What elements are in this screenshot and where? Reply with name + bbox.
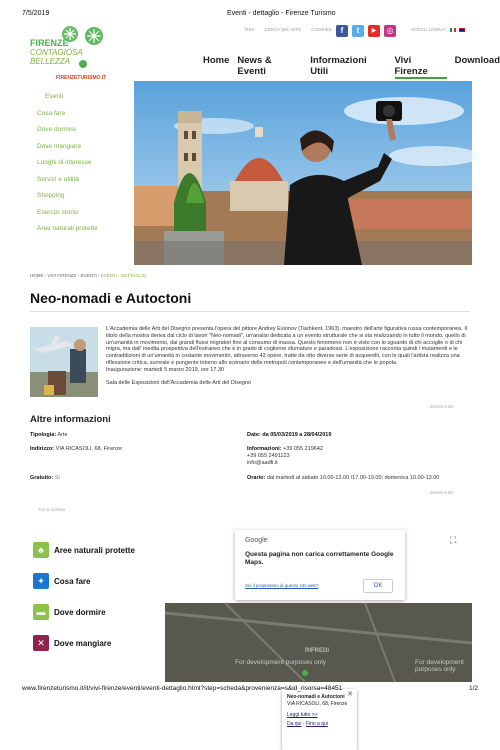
tipologia-label: Tipologia: xyxy=(30,432,57,438)
dev-text-1: For development purposes only xyxy=(235,659,327,666)
infowin-title: Neo-nomadi e Autoctoni xyxy=(287,694,345,700)
informazioni-label: Informazioni: xyxy=(247,446,282,452)
show-all-link[interactable]: Mostra tutto xyxy=(430,404,454,409)
sidebar-item-cosa-fare[interactable]: Cosa fare xyxy=(37,109,66,117)
youtube-icon[interactable]: ▶ xyxy=(368,25,380,37)
infowin-read-more[interactable]: Leggi tutto >> xyxy=(287,712,318,718)
breadcrumb: HOME › VIVI FIRENZE › EVENTI › EVENTI - DETTAGLIO xyxy=(30,273,147,278)
social-links xyxy=(336,25,396,37)
tipologia-value: Arte xyxy=(57,432,68,438)
search-site-link[interactable]: CERCA NEL SITO xyxy=(264,27,302,32)
dev-text-2: For development purposes only xyxy=(415,659,464,673)
date-label: Date: xyxy=(247,432,261,438)
bed-icon: ▬ xyxy=(33,604,49,620)
inauguration-text: Inaugurazione: martedì 5 marzo 2019, ore 17.30 xyxy=(106,366,225,373)
map-info-window xyxy=(282,689,357,750)
ok-button[interactable]: OK xyxy=(363,579,393,593)
link-separator: - xyxy=(302,721,305,727)
maps-error-message: Questa pagina non carica correttamente Google Maps. xyxy=(245,551,394,566)
category-cosa-fare[interactable] xyxy=(33,573,90,589)
hero-image xyxy=(134,81,472,265)
cookies-link[interactable]: COOKIES xyxy=(311,27,332,32)
nav-home[interactable]: Home xyxy=(203,55,230,66)
utility-links xyxy=(245,27,332,32)
facebook-icon[interactable]: f xyxy=(336,25,348,37)
cutlery-icon: ✕ xyxy=(33,635,49,651)
ticket-icon: ✦ xyxy=(33,573,49,589)
info-orario xyxy=(247,475,472,482)
street-label: RIFREDI xyxy=(305,648,329,654)
main-nav xyxy=(203,55,500,79)
info-informazioni xyxy=(247,446,323,467)
fullscreen-icon[interactable]: ⛶ xyxy=(450,535,457,545)
category-label: Aree naturali protette xyxy=(54,545,135,555)
phone-1: +39 055 219642 xyxy=(283,446,323,452)
google-logo: Google xyxy=(245,537,268,544)
painting-thumbnail xyxy=(30,327,98,397)
section-title-altre: Altre informazioni xyxy=(30,414,111,425)
orario-value: dal martedì al sabato 10.00-13.00 /17.00-19.00; domenica 10.00-13.00 xyxy=(266,475,440,481)
breadcrumb-home[interactable]: HOME xyxy=(30,273,44,278)
sidebar-item-aree[interactable]: Aree naturali protette xyxy=(37,225,98,232)
info-gratuito xyxy=(30,475,60,482)
infowin-address: VIA RICASOLI, 68, Firenze xyxy=(287,701,348,707)
logo-site: FIRENZETURISMO.IT xyxy=(56,75,107,81)
logo-line2: CONTAGIOSA BELLEZZA xyxy=(30,48,83,66)
close-icon[interactable]: ✕ xyxy=(347,691,353,698)
sidebar-item-servizi[interactable]: Servizi e utilità xyxy=(37,175,79,183)
sidebar-item-dove-mangiare[interactable]: Dove mangiare xyxy=(37,142,82,150)
english-flag-icon[interactable] xyxy=(459,28,465,32)
map-top-area xyxy=(233,527,472,603)
italian-flag-icon[interactable] xyxy=(450,28,456,32)
print-footer xyxy=(22,685,478,692)
language-label: SCEGLI LINGUA: xyxy=(411,27,447,32)
back-link[interactable]: Torna indietro xyxy=(38,507,66,512)
gratuito-value: Sì xyxy=(54,475,60,481)
nav-vivi-firenze[interactable]: Vivi Firenze xyxy=(395,55,447,79)
logo-line1: FIRENZE xyxy=(30,38,69,48)
breadcrumb-eventi[interactable]: EVENTI xyxy=(80,273,97,278)
footer-page: 1/2 xyxy=(468,685,478,692)
indirizzo-label: Indirizzo: xyxy=(30,446,55,452)
page-title: Neo-nomadi e Autoctoni xyxy=(30,290,192,306)
from-here-link[interactable]: Da qui xyxy=(287,721,302,727)
indirizzo-value: VIA RICASOLI, 68, Firenze xyxy=(55,446,123,452)
footer-url: www.firenzeturismo.it/it/vivi-firenze/eventi/eventi-dettaglio.html?step=scheda&provenienza=s&id_risorsa=48451 xyxy=(22,685,343,692)
sidebar-item-luoghi[interactable]: Luoghi di interesse xyxy=(37,159,92,166)
divider xyxy=(30,311,470,312)
language-selector xyxy=(411,27,465,32)
info-tipologia xyxy=(30,432,68,439)
to-here-link[interactable]: Fino a qui xyxy=(305,721,328,727)
print-date: 7/5/2019 xyxy=(22,10,50,17)
nav-download[interactable]: Download xyxy=(454,55,500,66)
category-label: Cosa fare xyxy=(54,576,91,586)
venue-text: Sala delle Esposizioni dell'Accademia delle Arti del Disegno xyxy=(106,379,252,386)
site-logo[interactable] xyxy=(30,26,120,84)
breadcrumb-vivi[interactable]: VIVI FIRENZE xyxy=(47,273,77,278)
info-date xyxy=(247,432,331,439)
event-thumbnail[interactable] xyxy=(30,327,98,397)
sidebar-item-eventi[interactable]: Eventi xyxy=(45,93,64,100)
instagram-icon[interactable]: ◎ xyxy=(384,25,396,37)
twitter-icon[interactable]: t xyxy=(352,25,364,37)
email-link[interactable]: info@aadfi.it xyxy=(247,460,278,466)
category-label: Dove mangiare xyxy=(54,638,112,648)
description-text: L'Accademia delle Arti del Disegno presenta l'opera del pittore Andrey Esionov (Tashkent, 1963), maestro dell'arte figurativa russa contemporanea. Il titolo della mostra deriva dal ciclo di lavori "Neo-nomadi", un'analisi dedicata a un evento strutturale che si sta realizzando in tutto il mondo, quello di un'umanità in movimento, dai grandi flussi migratori fino al consumo di massa. Questo fenomeno non è visto con lo sguardo di chi accoglie o di chi migra, ma dall' inedita prospettiva dell'estraneo che è in grado di coglierne sfumature e paradossi. L'esposizione racconta quindi i mutamenti e le contraddizioni di un'umanità in costante movimento, attraverso 42 opere, tratte da otto diverse serie di acquerelli, con le quali l'artista realizza una riflessione critica, surreale e pungente intorno allo scenario delle metropoli contemporanee e dell'umanità che le popola. xyxy=(106,326,468,366)
nav-news-eventi[interactable]: News & Eventi xyxy=(237,55,272,77)
print-title: Eventi - dettaglio - Firenze Turismo xyxy=(227,10,336,17)
maps-error-dialog xyxy=(235,530,405,600)
category-dove-dormire[interactable] xyxy=(33,604,106,620)
category-dove-mangiare[interactable] xyxy=(33,635,111,651)
show-all-link-2[interactable]: Mostra tutto xyxy=(430,490,454,495)
sidebar-item-dove-dormire[interactable]: Dove dormire xyxy=(37,126,77,133)
rss-link[interactable]: RSS xyxy=(245,27,255,32)
sidebar-item-shopping[interactable]: Shopping xyxy=(37,192,65,199)
nav-informazioni-utili[interactable]: Informazioni Utili xyxy=(310,55,367,77)
sidebar-menu xyxy=(37,90,137,239)
breadcrumb-current: EVENTI - DETTAGLIO xyxy=(100,273,147,278)
hero-photo xyxy=(134,81,472,265)
tree-icon: ♣ xyxy=(33,542,49,558)
phone-2: +39 055 2491123 xyxy=(247,453,290,459)
owner-link[interactable]: Sei il proprietario di questo sito web? xyxy=(245,583,319,588)
sidebar-item-esercizi[interactable]: Esercizi storici xyxy=(37,208,79,216)
info-indirizzo xyxy=(30,446,122,453)
date-value: da 05/03/2019 a 28/04/2019 xyxy=(262,432,332,438)
gratuito-label: Gratuito: xyxy=(30,475,54,481)
category-label: Dove dormire xyxy=(54,607,106,617)
orario-label: Orario: xyxy=(247,475,266,481)
event-description xyxy=(106,326,470,386)
category-aree-naturali[interactable] xyxy=(33,542,135,558)
google-map[interactable] xyxy=(233,527,472,727)
